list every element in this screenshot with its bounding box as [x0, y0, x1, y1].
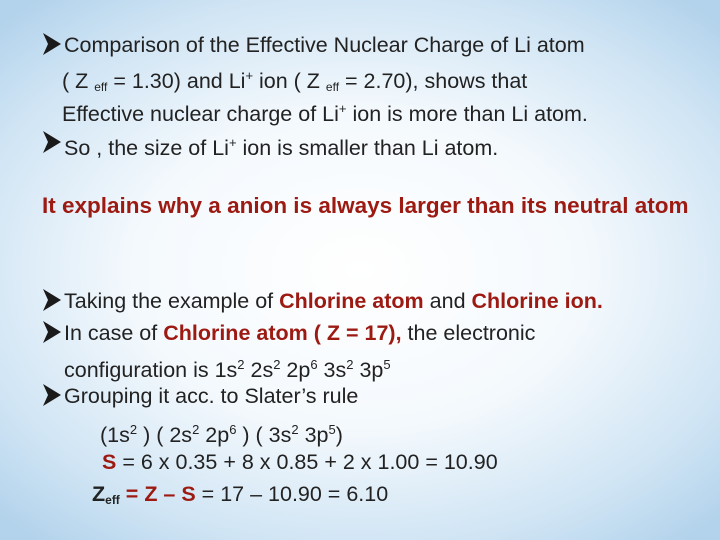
text-run: 2p	[199, 423, 230, 447]
arrow-bullet-icon	[42, 320, 62, 344]
highlight-atomic-number: ( Z = 17),	[307, 321, 402, 345]
text-run: = 17 – 10.90 = 6.10	[195, 482, 389, 506]
superscript-plus: +	[245, 68, 254, 83]
bullet-1-text: Comparison of the Effective Nuclear Charge of Li atom	[64, 33, 585, 57]
bullet-5-line-4	[92, 481, 388, 513]
text-run: (1s	[100, 423, 130, 447]
text-run: = 2.70), shows that	[339, 69, 528, 93]
bullet-1-line-3	[62, 96, 588, 127]
text-run: ) ( 2s	[137, 423, 193, 447]
text-run: 2s	[244, 358, 274, 382]
bullet-1-line-1	[64, 32, 585, 58]
subscript-eff: eff	[325, 80, 340, 94]
text-run: ion is more than Li atom.	[346, 102, 588, 126]
text-run: ion is smaller than Li atom.	[236, 136, 499, 160]
text-run: Grouping it acc. to Slater’s rule	[64, 384, 359, 408]
highlight-chlorine-atom: Chlorine atom	[163, 321, 308, 345]
superscript: 2	[346, 357, 354, 372]
bullet-5-line-2	[100, 417, 343, 448]
text-run: 3s	[317, 358, 347, 382]
text-run: 3p	[353, 358, 384, 382]
superscript: 2	[273, 357, 281, 372]
arrow-bullet-icon	[42, 32, 62, 56]
subscript-eff: eff	[105, 493, 120, 507]
superscript-plus: +	[228, 135, 237, 150]
text-run: configuration is 1s	[64, 358, 238, 382]
superscript: 2	[129, 422, 138, 437]
variable-z: Z	[92, 482, 106, 506]
text-run: ( Z	[62, 69, 95, 93]
text-run: the electronic	[401, 321, 536, 345]
bullet-2-line-1	[64, 130, 498, 161]
superscript: 2	[237, 357, 245, 372]
bullet-5-line-3	[102, 449, 498, 475]
arrow-bullet-icon	[42, 288, 62, 312]
text-run: Effective nuclear charge of Li	[62, 102, 339, 126]
bullet-5-line-1	[64, 383, 358, 409]
superscript: 6	[229, 422, 237, 437]
bullet-3-line-1	[64, 288, 603, 314]
arrow-bullet-icon	[42, 383, 62, 407]
superscript: 5	[328, 422, 336, 437]
superscript: 2	[291, 422, 299, 437]
superscript: 5	[383, 357, 391, 372]
text-run: ion ( Z	[253, 69, 326, 93]
formula-z-minus-s: = Z – S	[119, 482, 196, 506]
section-heading: It explains why a anion is always larger than its neutral atom	[42, 193, 689, 218]
text-run: 3p	[298, 423, 329, 447]
text-run: So , the size of Li	[64, 136, 229, 160]
superscript-plus: +	[338, 101, 347, 116]
superscript: 6	[310, 357, 318, 372]
arrow-bullet-icon	[42, 130, 62, 154]
text-run: = 1.30) and Li	[107, 69, 246, 93]
subscript-eff: eff	[94, 80, 108, 94]
text-run: = 6 x 0.35 + 8 x 0.85 + 2 x 1.00 = 10.90	[116, 450, 498, 474]
text-run: and	[423, 289, 472, 313]
variable-s: S	[102, 450, 117, 474]
text-run: In case of	[64, 321, 164, 345]
bullet-4-line-2	[64, 352, 391, 383]
bullet-4-line-1	[64, 320, 535, 346]
text-run: )	[335, 423, 343, 447]
highlight-chlorine-ion: Chlorine ion.	[471, 289, 603, 313]
text-run: 2p	[280, 358, 311, 382]
text-run: Taking the example of	[64, 289, 280, 313]
superscript: 2	[192, 422, 200, 437]
bullet-1-line-2	[62, 63, 527, 100]
text-run: ) ( 3s	[236, 423, 292, 447]
highlight-chlorine-atom: Chlorine atom	[279, 289, 424, 313]
